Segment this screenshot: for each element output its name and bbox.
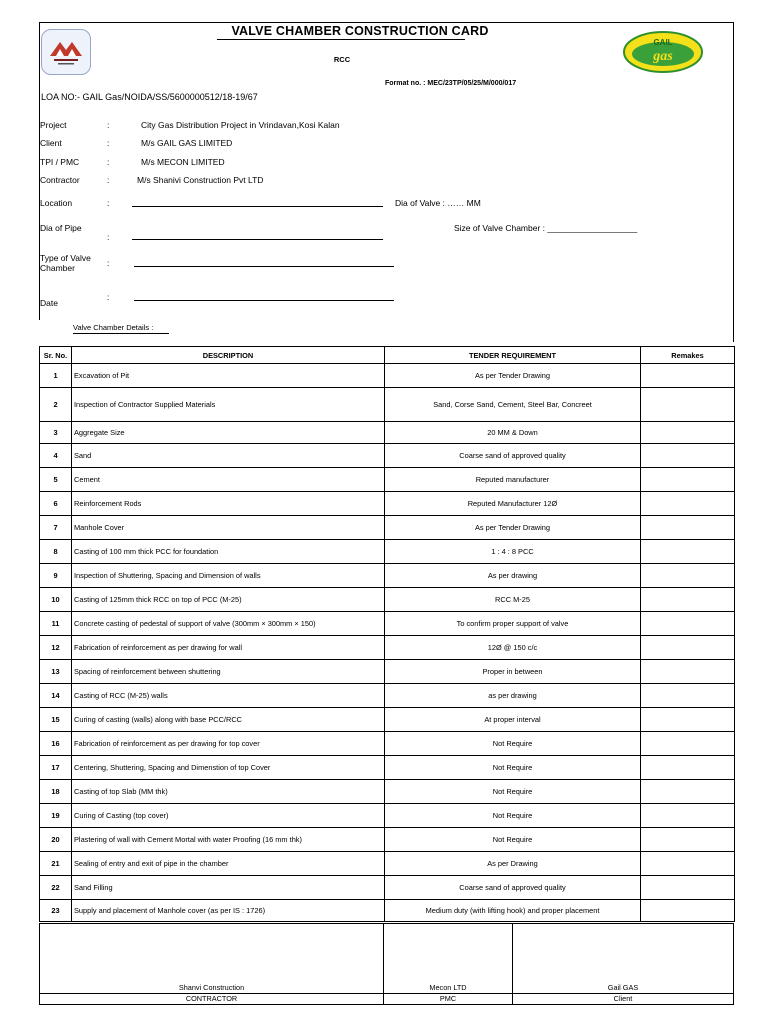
row-tender-requirement: Reputed manufacturer	[385, 468, 641, 492]
row-sr-no: 6	[40, 492, 72, 516]
row-description: Plastering of wall with Cement Mortal with water Proofing (16 mm thk)	[72, 828, 385, 852]
contractor-signature-role: CONTRACTOR	[185, 994, 238, 1003]
row-description: Aggregate Size	[72, 422, 385, 444]
contractor-colon: :	[107, 175, 110, 185]
contractor-value: M/s Shanivi Construction Pvt LTD	[137, 175, 264, 185]
client-label: Client	[40, 138, 62, 148]
row-sr-no: 15	[40, 708, 72, 732]
row-tender-requirement: 20 MM & Down	[385, 422, 641, 444]
table-row	[40, 492, 735, 516]
table-header-row	[40, 347, 735, 364]
row-remarks-cell[interactable]	[641, 516, 735, 540]
row-sr-no: 1	[40, 364, 72, 388]
row-sr-no: 11	[40, 612, 72, 636]
location-colon: :	[107, 198, 110, 208]
row-remarks-cell[interactable]	[641, 780, 735, 804]
row-sr-no: 2	[40, 388, 72, 422]
row-sr-no: 20	[40, 828, 72, 852]
row-remarks-cell[interactable]	[641, 364, 735, 388]
row-description: Casting of 125mm thick RCC on top of PCC (M-25)	[72, 588, 385, 612]
row-remarks-cell[interactable]	[641, 636, 735, 660]
table-row	[40, 612, 735, 636]
row-sr-no: 9	[40, 564, 72, 588]
row-sr-no: 18	[40, 780, 72, 804]
row-sr-no: 12	[40, 636, 72, 660]
row-description: Casting of 100 mm thick PCC for foundation	[72, 540, 385, 564]
table-row	[40, 660, 735, 684]
table-row	[40, 828, 735, 852]
date-label: Date	[40, 298, 58, 308]
row-tender-requirement: At proper interval	[385, 708, 641, 732]
dia-pipe-colon: :	[107, 232, 110, 242]
row-sr-no: 10	[40, 588, 72, 612]
row-sr-no: 7	[40, 516, 72, 540]
row-tender-requirement: Coarse sand of approved quality	[385, 444, 641, 468]
client-signature-name: Gail GAS	[607, 983, 639, 992]
row-description: Spacing of reinforcement between shuttering	[72, 660, 385, 684]
project-value: City Gas Distribution Project in Vrindavan,Kosi Kalan	[141, 120, 340, 130]
row-description: Casting of RCC (M-25) walls	[72, 684, 385, 708]
row-description: Inspection of Shuttering, Spacing and Dimension of walls	[72, 564, 385, 588]
row-description: Manhole Cover	[72, 516, 385, 540]
tpi-label: TPI / PMC	[40, 157, 80, 167]
date-colon: :	[107, 292, 110, 302]
contractor-label: Contractor	[40, 175, 80, 185]
row-description: Curing of Casting (top cover)	[72, 804, 385, 828]
row-tender-requirement: as per drawing	[385, 684, 641, 708]
table-row	[40, 588, 735, 612]
title-underline	[217, 39, 465, 40]
row-tender-requirement: Not Require	[385, 780, 641, 804]
details-table	[39, 346, 735, 922]
row-remarks-cell[interactable]	[641, 564, 735, 588]
row-remarks-cell[interactable]	[641, 468, 735, 492]
card-subtitle: RCC	[333, 55, 351, 64]
client-signature-role: Client	[613, 994, 633, 1003]
row-description: Cement	[72, 468, 385, 492]
table-row	[40, 422, 735, 444]
frame-left-border	[39, 22, 40, 320]
header-description: DESCRIPTION	[72, 347, 385, 364]
row-tender-requirement: As per Drawing	[385, 852, 641, 876]
row-tender-requirement: To confirm proper support of valve	[385, 612, 641, 636]
row-tender-requirement: As per Tender Drawing	[385, 516, 641, 540]
row-remarks-cell[interactable]	[641, 660, 735, 684]
row-sr-no: 22	[40, 876, 72, 900]
table-row	[40, 564, 735, 588]
row-description: Reinforcement Rods	[72, 492, 385, 516]
frame-top-border	[39, 22, 733, 23]
page-title: VALVE CHAMBER CONSTRUCTION CARD	[231, 24, 489, 38]
gail-gas-logo-icon	[622, 30, 704, 74]
row-description: Fabrication of reinforcement as per drawing for wall	[72, 636, 385, 660]
row-sr-no: 8	[40, 540, 72, 564]
size-chamber-label: Size of Valve Chamber : ___________________	[454, 223, 638, 233]
mecon-logo-icon	[41, 29, 91, 75]
row-sr-no: 14	[40, 684, 72, 708]
row-tender-requirement: Not Require	[385, 828, 641, 852]
pmc-signature-box[interactable]	[383, 923, 513, 1005]
row-remarks-cell[interactable]	[641, 708, 735, 732]
dia-pipe-label: Dia of Pipe	[40, 223, 82, 233]
row-tender-requirement: Reputed Manufacturer 12Ø	[385, 492, 641, 516]
tpi-colon: :	[107, 157, 110, 167]
pmc-signature-name: Mecon LTD	[429, 983, 467, 992]
row-tender-requirement: Coarse sand of approved quality	[385, 876, 641, 900]
row-description: Sand Filling	[72, 876, 385, 900]
frame-right-border	[733, 22, 734, 342]
row-description: Casting of top Slab (MM thk)	[72, 780, 385, 804]
client-signature-box[interactable]	[512, 923, 734, 1005]
row-tender-requirement: Not Require	[385, 804, 641, 828]
type-chamber-colon: :	[107, 258, 110, 268]
type-chamber-label-2: Chamber	[40, 263, 75, 273]
row-description: Excavation of Pit	[72, 364, 385, 388]
row-sr-no: 17	[40, 756, 72, 780]
dia-valve-label: Dia of Valve : …… MM	[395, 198, 481, 208]
row-tender-requirement: Medium duty (with lifting hook) and proper placement	[385, 900, 641, 922]
row-sr-no: 16	[40, 732, 72, 756]
svg-text:GAIL: GAIL	[653, 38, 673, 47]
row-description: Sealing of entry and exit of pipe in the chamber	[72, 852, 385, 876]
table-row	[40, 708, 735, 732]
row-remarks-cell[interactable]	[641, 852, 735, 876]
row-sr-no: 23	[40, 900, 72, 922]
row-remarks-cell[interactable]	[641, 612, 735, 636]
row-remarks-cell[interactable]	[641, 900, 735, 922]
table-row	[40, 876, 735, 900]
contractor-signature-name: Shanvi Construction	[178, 983, 245, 992]
row-tender-requirement: RCC M-25	[385, 588, 641, 612]
table-row	[40, 684, 735, 708]
client-colon: :	[107, 138, 110, 148]
table-row	[40, 388, 735, 422]
location-label: Location	[40, 198, 73, 208]
date-field-line[interactable]	[134, 300, 394, 301]
table-row	[40, 756, 735, 780]
row-tender-requirement: 1 : 4 : 8 PCC	[385, 540, 641, 564]
row-remarks-cell[interactable]	[641, 876, 735, 900]
table-row	[40, 780, 735, 804]
format-number: Format no. : MEC/23TP/05/25/M/000/017	[385, 80, 517, 87]
details-heading: Valve Chamber Details :	[73, 323, 154, 332]
type-chamber-field-line[interactable]	[134, 266, 394, 267]
row-remarks-cell[interactable]	[641, 828, 735, 852]
row-remarks-cell[interactable]	[641, 388, 735, 422]
row-description: Sand	[72, 444, 385, 468]
row-sr-no: 19	[40, 804, 72, 828]
row-tender-requirement: Not Require	[385, 732, 641, 756]
row-remarks-cell[interactable]	[641, 588, 735, 612]
row-description: Fabrication of reinforcement as per drawing for top cover	[72, 732, 385, 756]
table-row	[40, 732, 735, 756]
row-tender-requirement: Not Require	[385, 756, 641, 780]
row-remarks-cell[interactable]	[641, 540, 735, 564]
project-colon: :	[107, 120, 110, 130]
table-row	[40, 900, 735, 922]
table-row	[40, 444, 735, 468]
table-row	[40, 364, 735, 388]
row-remarks-cell[interactable]	[641, 444, 735, 468]
tpi-value: M/s MECON LIMITED	[141, 157, 225, 167]
details-heading-underline	[73, 333, 169, 334]
row-remarks-cell[interactable]	[641, 732, 735, 756]
table-row	[40, 852, 735, 876]
row-sr-no: 4	[40, 444, 72, 468]
row-tender-requirement: 12Ø @ 150 c/c	[385, 636, 641, 660]
table-row	[40, 540, 735, 564]
row-description: Concrete casting of pedestal of support of valve (300mm × 300mm × 150)	[72, 612, 385, 636]
row-description: Inspection of Contractor Supplied Materials	[72, 388, 385, 422]
row-description: Supply and placement of Manhole cover (as per IS : 1726)	[72, 900, 385, 922]
row-remarks-cell[interactable]	[641, 756, 735, 780]
row-remarks-cell[interactable]	[641, 422, 735, 444]
location-field-line[interactable]	[132, 206, 383, 207]
row-remarks-cell[interactable]	[641, 804, 735, 828]
row-sr-no: 13	[40, 660, 72, 684]
row-tender-requirement: Proper in between	[385, 660, 641, 684]
row-sr-no: 21	[40, 852, 72, 876]
row-tender-requirement: As per Tender Drawing	[385, 364, 641, 388]
pmc-signature-role: PMC	[439, 994, 457, 1003]
table-row	[40, 804, 735, 828]
contractor-signature-box[interactable]	[39, 923, 384, 1005]
row-description: Centering, Shuttering, Spacing and Dimenstion of top Cover	[72, 756, 385, 780]
project-label: Project	[40, 120, 67, 130]
header-tender-requirement: TENDER REQUIREMENT	[385, 347, 641, 364]
loa-number: LOA NO:- GAIL Gas/NOIDA/SS/5600000512/18-19/67	[41, 92, 258, 102]
table-row	[40, 516, 735, 540]
svg-text:gas: gas	[653, 49, 673, 64]
table-row	[40, 468, 735, 492]
table-row	[40, 636, 735, 660]
row-description: Curing of casting (walls) along with base PCC/RCC	[72, 708, 385, 732]
dia-pipe-field-line[interactable]	[132, 239, 383, 240]
type-chamber-label-1: Type of Valve	[40, 253, 91, 263]
header-remakes: Remakes	[641, 347, 735, 364]
row-sr-no: 5	[40, 468, 72, 492]
row-remarks-cell[interactable]	[641, 684, 735, 708]
header-sr-no: Sr. No.	[40, 347, 72, 364]
row-sr-no: 3	[40, 422, 72, 444]
row-remarks-cell[interactable]	[641, 492, 735, 516]
row-tender-requirement: Sand, Corse Sand, Cement, Steel Bar, Concreet	[385, 388, 641, 422]
client-value: M/s GAIL GAS LIMITED	[141, 138, 233, 148]
row-tender-requirement: As per drawing	[385, 564, 641, 588]
